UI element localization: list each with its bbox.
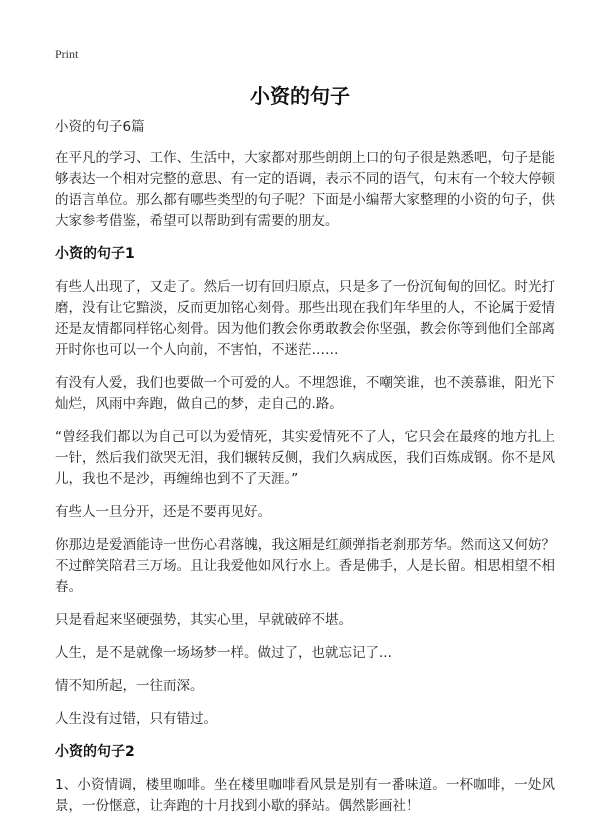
section-1-paragraph: 人生，是不是就像一场场梦一样。做过了，也就忘记了... [55, 645, 392, 661]
section-1-paragraph: 有没有人爱，我们也要做一个可爱的人。不埋怨谁，不嘲笑谁，也不羡慕谁，阳光下灿烂，风雨中奔跑，做自己的梦，走自己的.路。 [55, 375, 555, 412]
section-1-paragraph: 人生没有过错，只有错过。 [55, 711, 217, 727]
section-1-paragraph: 有些人出现了，又走了。然后一切有回归原点，只是多了一份沉甸甸的回忆。时光打磨，没有让它黯淡，反而更加铭心刻骨。那些出现在我们年华里的人，不论属于爱情还是友情都同样铭心刻骨。因为他们教会你勇敢教会你坚强，教会你等到他们全部离开时你也可以一个人向前，不害怕，不迷茫…… [55, 279, 555, 358]
section-heading-1: 小资的句子1 [55, 246, 135, 262]
section-1-paragraph: 情不知所起，一往而深。 [55, 678, 204, 694]
document-body [55, 116, 555, 829]
section-1-paragraph: 只是看起来坚硬强势，其实心里，早就破碎不堪。 [55, 612, 352, 628]
section-1-paragraph: 有些人一旦分开，还是不要再见好。 [55, 504, 271, 520]
page-title: 小资的句子 [250, 84, 350, 108]
section-2-paragraph: 1、小资情调，楼里咖啡。坐在楼里咖啡看风景是别有一番味道。一杯咖啡，一处风景，一份惬意，让奔跑的十月找到小歇的驿站。偶然影画社！ [55, 777, 555, 814]
section-1-paragraph: 你那边是爱酒能诗一世伤心君落魄，我这厢是红颜弹指老刹那芳华。然而这又何妨？不过醉笑陪君三万场。且让我爱他如风行水上。香是佛手，人是长留。相思相望不相春。 [55, 537, 555, 595]
document-subtitle: 小资的句子6篇 [55, 119, 145, 135]
section-heading-2: 小资的句子2 [55, 744, 135, 760]
intro-paragraph: 在平凡的学习、工作、生活中，大家都对那些朗朗上口的句子很是熟悉吧，句子是能够表达一个相对完整的意思、有一定的语调，表示不同的语气，句末有一个较大停顿的语言单位。那么都有哪些类型的句子呢？下面是小编帮大家整理的小资的句子，供大家参考借鉴，希望可以帮助到有需要的朋友。 [55, 150, 555, 229]
section-1-paragraph: “曾经我们都以为自己可以为爱情死，其实爱情死不了人，它只会在最疼的地方扎上一针，然后我们欲哭无泪，我们辗转反侧，我们久病成医，我们百炼成钢。你不是风儿，我也不是沙，再缠绵也到不了天涯。” [55, 429, 555, 487]
print-link[interactable]: Print [55, 47, 79, 61]
